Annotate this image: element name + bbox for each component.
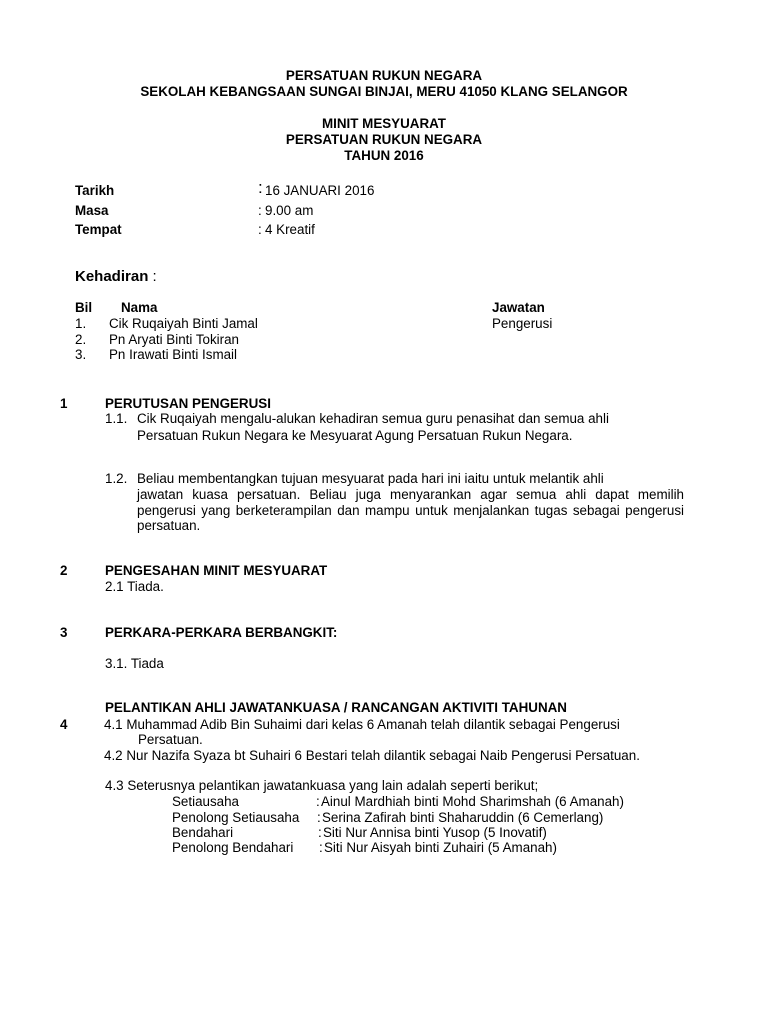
section-2-number: 2 (60, 563, 68, 578)
item-4-1-line2: Persatuan. (138, 732, 203, 747)
meta-date-label: Tarikh (75, 183, 115, 198)
meta-place-value: 4 Kreatif (265, 222, 315, 237)
item-4-3: 4.3 Seterusnya pelantikan jawatankuasa yang lain adalah seperti berikut; (105, 778, 539, 793)
section-4-title: PELANTIKAN AHLI JAWATANKUASA / RANCANGAN AKTIVITI TAHUNAN (105, 700, 567, 715)
attendance-colon: : (148, 268, 157, 285)
post-name: Ainul Mardhiah binti Mohd Sharimshah (6 Amanah) (321, 794, 624, 809)
item-1-1-number: 1.1. (105, 411, 128, 426)
post-role: Penolong Setiausaha (172, 810, 300, 825)
attendance-row-nama: Pn Irawati Binti Ismail (109, 347, 237, 362)
attendance-row-bil: 3. (75, 347, 87, 362)
post-colon: : (318, 825, 322, 840)
header-minutes: MINIT MESYUARAT (322, 116, 446, 131)
post-name: Serina Zafirah binti Shaharuddin (6 Cemerlang) (322, 810, 604, 825)
section-1-title: PERUTUSAN PENGERUSI (105, 396, 271, 411)
attendance-title: Kehadiran (75, 268, 149, 285)
meta-time-colon: : (258, 203, 262, 218)
post-name: Siti Nur Annisa binti Yusop (5 Inovatif) (323, 825, 547, 840)
post-colon: : (319, 840, 323, 855)
attendance-row-jawatan: Pengerusi (492, 316, 553, 331)
item-1-2-text: jawatan kuasa persatuan. Beliau juga menyarankan agar semua ahli dapat memilih pengerusi yang berketerampilan dan mampu untuk menjalankan tugas sebagai pengerusi persatuan. (137, 487, 684, 533)
attendance-header-bil: Bil (75, 300, 93, 315)
attendance-header-nama: Nama (121, 300, 158, 315)
section-1-number: 1 (60, 396, 68, 411)
attendance-header-jawatan: Jawatan (492, 300, 545, 315)
meta-place-colon: : (258, 222, 262, 237)
attendance-row-nama: Cik Ruqaiyah Binti Jamal (109, 316, 258, 331)
item-1-2-line1: Beliau membentangkan tujuan mesyuarat pada hari ini iaitu untuk melantik ahli (137, 471, 604, 486)
post-colon: : (317, 810, 321, 825)
meta-date-colon: : (258, 178, 263, 197)
header-school: SEKOLAH KEBANGSAAN SUNGAI BINJAI, MERU 41050 KLANG SELANGOR (140, 84, 628, 99)
header-year: TAHUN 2016 (344, 148, 424, 163)
meta-time-value: 9.00 am (265, 203, 314, 218)
attendance-row-nama: Pn Aryati Binti Tokiran (109, 332, 240, 347)
item-1-2-number: 1.2. (105, 471, 128, 486)
post-role: Setiausaha (172, 794, 240, 809)
item-1-1-line1: Cik Ruqaiyah mengalu-alukan kehadiran semua guru penasihat dan semua ahli (137, 411, 609, 426)
post-role: Bendahari (172, 825, 234, 840)
header-title: PERSATUAN RUKUN NEGARA (285, 68, 483, 83)
attendance-row-bil: 1. (75, 316, 87, 331)
section-3-title: PERKARA-PERKARA BERBANGKIT: (105, 625, 338, 640)
section-2-title: PENGESAHAN MINIT MESYUARAT (105, 563, 328, 578)
item-3-1: 3.1. Tiada (105, 656, 164, 671)
item-1-1-line2: Persatuan Rukun Negara ke Mesyuarat Agung Persatuan Rukun Negara. (137, 428, 573, 443)
item-4-2: 4.2 Nur Nazifa Syaza bt Suhairi 6 Bestari telah dilantik sebagai Naib Pengerusi Persatuan. (104, 748, 640, 763)
header-association: PERSATUAN RUKUN NEGARA (285, 132, 483, 147)
attendance-row-bil: 2. (75, 332, 87, 347)
meta-place-label: Tempat (75, 222, 122, 237)
post-colon: : (316, 794, 320, 809)
post-name: Siti Nur Aisyah binti Zuhairi (5 Amanah) (324, 840, 557, 855)
item-4-1-line1: 4.1 Muhammad Adib Bin Suhaimi dari kelas 6 Amanah telah dilantik sebagai Pengerusi (104, 717, 620, 732)
section-3-number: 3 (60, 625, 68, 640)
meta-time-label: Masa (75, 203, 109, 218)
post-role: Penolong Bendahari (172, 840, 294, 855)
meta-date-value: 16 JANUARI 2016 (265, 183, 375, 198)
item-2-1: 2.1 Tiada. (105, 579, 164, 594)
attendance-heading (75, 268, 157, 286)
section-4-number: 4 (60, 717, 68, 732)
